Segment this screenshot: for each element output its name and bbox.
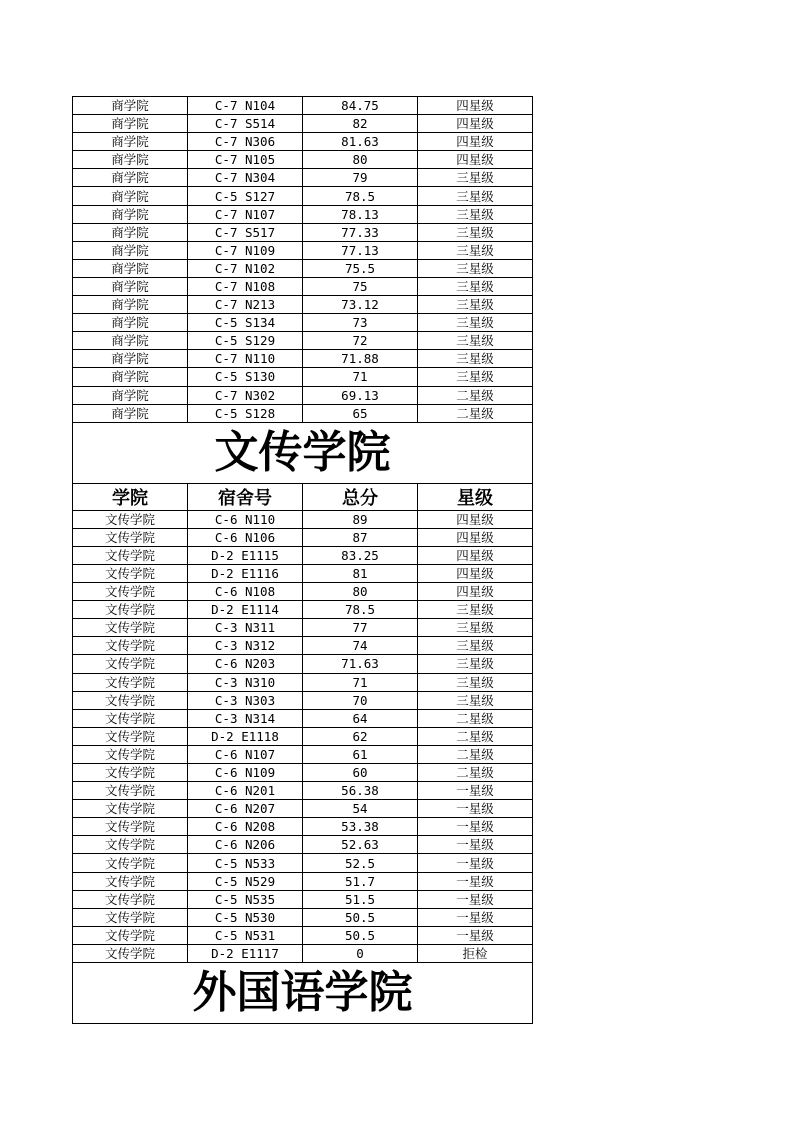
table-row (73, 619, 533, 637)
table-row (73, 97, 533, 115)
college-cell: 文传学院 (73, 782, 188, 800)
total-score-cell: 89 (303, 510, 418, 528)
column-header: 学院 (73, 483, 188, 510)
dorm-number-cell: C-3 N314 (188, 709, 303, 727)
table-row (73, 818, 533, 836)
college-cell: 文传学院 (73, 764, 188, 782)
star-level-cell: 三星级 (418, 277, 533, 295)
college-cell: 文传学院 (73, 854, 188, 872)
dorm-number-cell: C-6 N206 (188, 836, 303, 854)
college-cell: 文传学院 (73, 528, 188, 546)
star-level-cell: 一星级 (418, 872, 533, 890)
total-score-cell: 80 (303, 583, 418, 601)
table-row (73, 583, 533, 601)
college-cell: 商学院 (73, 241, 188, 259)
college-cell: 商学院 (73, 350, 188, 368)
college-cell: 商学院 (73, 404, 188, 422)
table-row (73, 368, 533, 386)
star-level-cell: 四星级 (418, 151, 533, 169)
star-level-cell: 二星级 (418, 386, 533, 404)
total-score-cell: 0 (303, 944, 418, 962)
total-score-cell: 73 (303, 314, 418, 332)
dorm-number-cell: C-6 N203 (188, 655, 303, 673)
star-level-cell: 三星级 (418, 350, 533, 368)
star-level-cell: 一星级 (418, 800, 533, 818)
star-level-cell: 四星级 (418, 133, 533, 151)
dorm-number-cell: C-7 S517 (188, 223, 303, 241)
star-level-cell: 三星级 (418, 241, 533, 259)
college-cell: 商学院 (73, 205, 188, 223)
star-level-cell: 二星级 (418, 709, 533, 727)
total-score-cell: 56.38 (303, 782, 418, 800)
table-row (73, 637, 533, 655)
total-score-cell: 77.33 (303, 223, 418, 241)
table-row (73, 782, 533, 800)
total-score-cell: 73.12 (303, 296, 418, 314)
total-score-cell: 78.5 (303, 601, 418, 619)
total-score-cell: 82 (303, 115, 418, 133)
table-row (73, 314, 533, 332)
star-level-cell: 二星级 (418, 727, 533, 745)
star-level-cell: 三星级 (418, 169, 533, 187)
table-row (73, 404, 533, 422)
college-cell: 文传学院 (73, 818, 188, 836)
star-level-cell: 三星级 (418, 259, 533, 277)
star-level-cell: 拒检 (418, 944, 533, 962)
dorm-number-cell: C-7 N302 (188, 386, 303, 404)
total-score-cell: 81.63 (303, 133, 418, 151)
total-score-cell: 72 (303, 332, 418, 350)
dorm-number-cell: C-6 N109 (188, 764, 303, 782)
table-row (73, 510, 533, 528)
table-row (73, 673, 533, 691)
college-cell: 文传学院 (73, 583, 188, 601)
star-level-cell: 四星级 (418, 528, 533, 546)
star-level-cell: 一星级 (418, 908, 533, 926)
table-row (73, 872, 533, 890)
college-cell: 文传学院 (73, 510, 188, 528)
table-row (73, 764, 533, 782)
dorm-number-cell: C-3 N303 (188, 691, 303, 709)
dorm-number-cell: C-7 N105 (188, 151, 303, 169)
star-level-cell: 一星级 (418, 818, 533, 836)
college-cell: 文传学院 (73, 637, 188, 655)
total-score-cell: 65 (303, 404, 418, 422)
table-row (73, 241, 533, 259)
dorm-number-cell: D-2 E1118 (188, 727, 303, 745)
total-score-cell: 87 (303, 528, 418, 546)
college-cell: 文传学院 (73, 944, 188, 962)
total-score-cell: 71 (303, 368, 418, 386)
star-level-cell: 二星级 (418, 404, 533, 422)
table-row (73, 151, 533, 169)
star-level-cell: 三星级 (418, 673, 533, 691)
college-cell: 商学院 (73, 314, 188, 332)
college-cell: 文传学院 (73, 908, 188, 926)
total-score-cell: 69.13 (303, 386, 418, 404)
college-cell: 商学院 (73, 332, 188, 350)
total-score-cell: 78.5 (303, 187, 418, 205)
college-cell: 文传学院 (73, 727, 188, 745)
dorm-number-cell: C-7 N107 (188, 205, 303, 223)
table-row (73, 564, 533, 582)
dorm-number-cell: D-2 E1116 (188, 564, 303, 582)
college-cell: 商学院 (73, 133, 188, 151)
table-row (73, 259, 533, 277)
table-row (73, 223, 533, 241)
table-row (73, 205, 533, 223)
dorm-number-cell: C-6 N208 (188, 818, 303, 836)
total-score-cell: 71 (303, 673, 418, 691)
table-row (73, 854, 533, 872)
score-table-body (73, 97, 533, 1024)
dorm-number-cell: C-7 N213 (188, 296, 303, 314)
college-cell: 商学院 (73, 259, 188, 277)
total-score-cell: 51.7 (303, 872, 418, 890)
dorm-number-cell: C-5 N533 (188, 854, 303, 872)
total-score-cell: 75.5 (303, 259, 418, 277)
college-cell: 文传学院 (73, 601, 188, 619)
college-cell: 商学院 (73, 169, 188, 187)
dorm-number-cell: D-2 E1117 (188, 944, 303, 962)
college-cell: 文传学院 (73, 926, 188, 944)
total-score-cell: 52.63 (303, 836, 418, 854)
college-cell: 文传学院 (73, 673, 188, 691)
college-cell: 文传学院 (73, 564, 188, 582)
total-score-cell: 64 (303, 709, 418, 727)
section-title-row (73, 422, 533, 483)
dorm-number-cell: C-6 N106 (188, 528, 303, 546)
total-score-cell: 83.25 (303, 546, 418, 564)
total-score-cell: 50.5 (303, 926, 418, 944)
dorm-number-cell: C-5 N531 (188, 926, 303, 944)
star-level-cell: 三星级 (418, 187, 533, 205)
dormitory-score-sheet (72, 96, 532, 1024)
star-level-cell: 四星级 (418, 97, 533, 115)
table-row (73, 727, 533, 745)
table-row (73, 296, 533, 314)
total-score-cell: 77 (303, 619, 418, 637)
dorm-number-cell: C-5 S128 (188, 404, 303, 422)
star-level-cell: 一星级 (418, 836, 533, 854)
total-score-cell: 60 (303, 764, 418, 782)
column-header-row (73, 483, 533, 510)
table-row (73, 709, 533, 727)
college-cell: 商学院 (73, 151, 188, 169)
dorm-number-cell: C-7 N108 (188, 277, 303, 295)
college-cell: 商学院 (73, 223, 188, 241)
star-level-cell: 四星级 (418, 115, 533, 133)
dorm-number-cell: C-7 N304 (188, 169, 303, 187)
table-row (73, 332, 533, 350)
total-score-cell: 80 (303, 151, 418, 169)
table-row (73, 386, 533, 404)
column-header: 总分 (303, 483, 418, 510)
section-title: 文传学院 (73, 422, 533, 483)
star-level-cell: 二星级 (418, 745, 533, 763)
dorm-number-cell: C-5 S134 (188, 314, 303, 332)
dorm-number-cell: C-7 N104 (188, 97, 303, 115)
total-score-cell: 50.5 (303, 908, 418, 926)
dorm-number-cell: C-7 N109 (188, 241, 303, 259)
star-level-cell: 一星级 (418, 890, 533, 908)
total-score-cell: 71.63 (303, 655, 418, 673)
dorm-number-cell: C-3 N310 (188, 673, 303, 691)
dorm-number-cell: C-7 S514 (188, 115, 303, 133)
star-level-cell: 三星级 (418, 637, 533, 655)
college-cell: 商学院 (73, 115, 188, 133)
table-row (73, 528, 533, 546)
star-level-cell: 三星级 (418, 205, 533, 223)
star-level-cell: 三星级 (418, 691, 533, 709)
dorm-number-cell: C-5 N529 (188, 872, 303, 890)
dorm-number-cell: C-5 S129 (188, 332, 303, 350)
dorm-number-cell: C-7 N102 (188, 259, 303, 277)
college-cell: 商学院 (73, 187, 188, 205)
star-level-cell: 三星级 (418, 368, 533, 386)
total-score-cell: 75 (303, 277, 418, 295)
dorm-number-cell: C-3 N312 (188, 637, 303, 655)
table-row (73, 800, 533, 818)
college-cell: 文传学院 (73, 546, 188, 564)
college-cell: 商学院 (73, 386, 188, 404)
dorm-number-cell: C-6 N107 (188, 745, 303, 763)
dorm-number-cell: C-6 N207 (188, 800, 303, 818)
college-cell: 商学院 (73, 97, 188, 115)
college-cell: 文传学院 (73, 872, 188, 890)
total-score-cell: 62 (303, 727, 418, 745)
table-row (73, 187, 533, 205)
total-score-cell: 79 (303, 169, 418, 187)
table-row (73, 115, 533, 133)
total-score-cell: 51.5 (303, 890, 418, 908)
star-level-cell: 三星级 (418, 296, 533, 314)
table-row (73, 836, 533, 854)
table-row (73, 926, 533, 944)
dorm-number-cell: C-3 N311 (188, 619, 303, 637)
star-level-cell: 四星级 (418, 583, 533, 601)
star-level-cell: 一星级 (418, 782, 533, 800)
star-level-cell: 三星级 (418, 314, 533, 332)
table-row (73, 546, 533, 564)
college-cell: 文传学院 (73, 800, 188, 818)
star-level-cell: 二星级 (418, 764, 533, 782)
star-level-cell: 三星级 (418, 601, 533, 619)
star-level-cell: 三星级 (418, 655, 533, 673)
total-score-cell: 53.38 (303, 818, 418, 836)
star-level-cell: 四星级 (418, 546, 533, 564)
dorm-number-cell: C-6 N110 (188, 510, 303, 528)
dorm-number-cell: D-2 E1114 (188, 601, 303, 619)
college-cell: 商学院 (73, 296, 188, 314)
college-cell: 文传学院 (73, 836, 188, 854)
table-row (73, 908, 533, 926)
dorm-number-cell: C-5 N530 (188, 908, 303, 926)
total-score-cell: 77.13 (303, 241, 418, 259)
total-score-cell: 71.88 (303, 350, 418, 368)
column-header: 星级 (418, 483, 533, 510)
star-level-cell: 一星级 (418, 854, 533, 872)
college-cell: 商学院 (73, 277, 188, 295)
table-row (73, 277, 533, 295)
total-score-cell: 84.75 (303, 97, 418, 115)
college-cell: 文传学院 (73, 655, 188, 673)
college-cell: 商学院 (73, 368, 188, 386)
star-level-cell: 一星级 (418, 926, 533, 944)
table-row (73, 133, 533, 151)
table-row (73, 745, 533, 763)
dorm-number-cell: C-5 S130 (188, 368, 303, 386)
total-score-cell: 54 (303, 800, 418, 818)
table-row (73, 691, 533, 709)
dorm-number-cell: D-2 E1115 (188, 546, 303, 564)
star-level-cell: 三星级 (418, 332, 533, 350)
total-score-cell: 78.13 (303, 205, 418, 223)
dorm-number-cell: C-6 N108 (188, 583, 303, 601)
table-row (73, 601, 533, 619)
total-score-cell: 74 (303, 637, 418, 655)
total-score-cell: 52.5 (303, 854, 418, 872)
table-row (73, 944, 533, 962)
section-title: 外国语学院 (73, 963, 533, 1024)
college-cell: 文传学院 (73, 691, 188, 709)
college-cell: 文传学院 (73, 709, 188, 727)
dorm-number-cell: C-7 N306 (188, 133, 303, 151)
star-level-cell: 三星级 (418, 619, 533, 637)
star-level-cell: 四星级 (418, 510, 533, 528)
college-cell: 文传学院 (73, 890, 188, 908)
dorm-number-cell: C-6 N201 (188, 782, 303, 800)
section-title-row (73, 963, 533, 1024)
total-score-cell: 81 (303, 564, 418, 582)
dorm-number-cell: C-5 S127 (188, 187, 303, 205)
table-row (73, 655, 533, 673)
dorm-number-cell: C-5 N535 (188, 890, 303, 908)
star-level-cell: 四星级 (418, 564, 533, 582)
table-row (73, 350, 533, 368)
college-cell: 文传学院 (73, 745, 188, 763)
column-header: 宿舍号 (188, 483, 303, 510)
college-cell: 文传学院 (73, 619, 188, 637)
score-table (72, 96, 533, 1024)
star-level-cell: 三星级 (418, 223, 533, 241)
table-row (73, 890, 533, 908)
dorm-number-cell: C-7 N110 (188, 350, 303, 368)
total-score-cell: 61 (303, 745, 418, 763)
total-score-cell: 70 (303, 691, 418, 709)
table-row (73, 169, 533, 187)
